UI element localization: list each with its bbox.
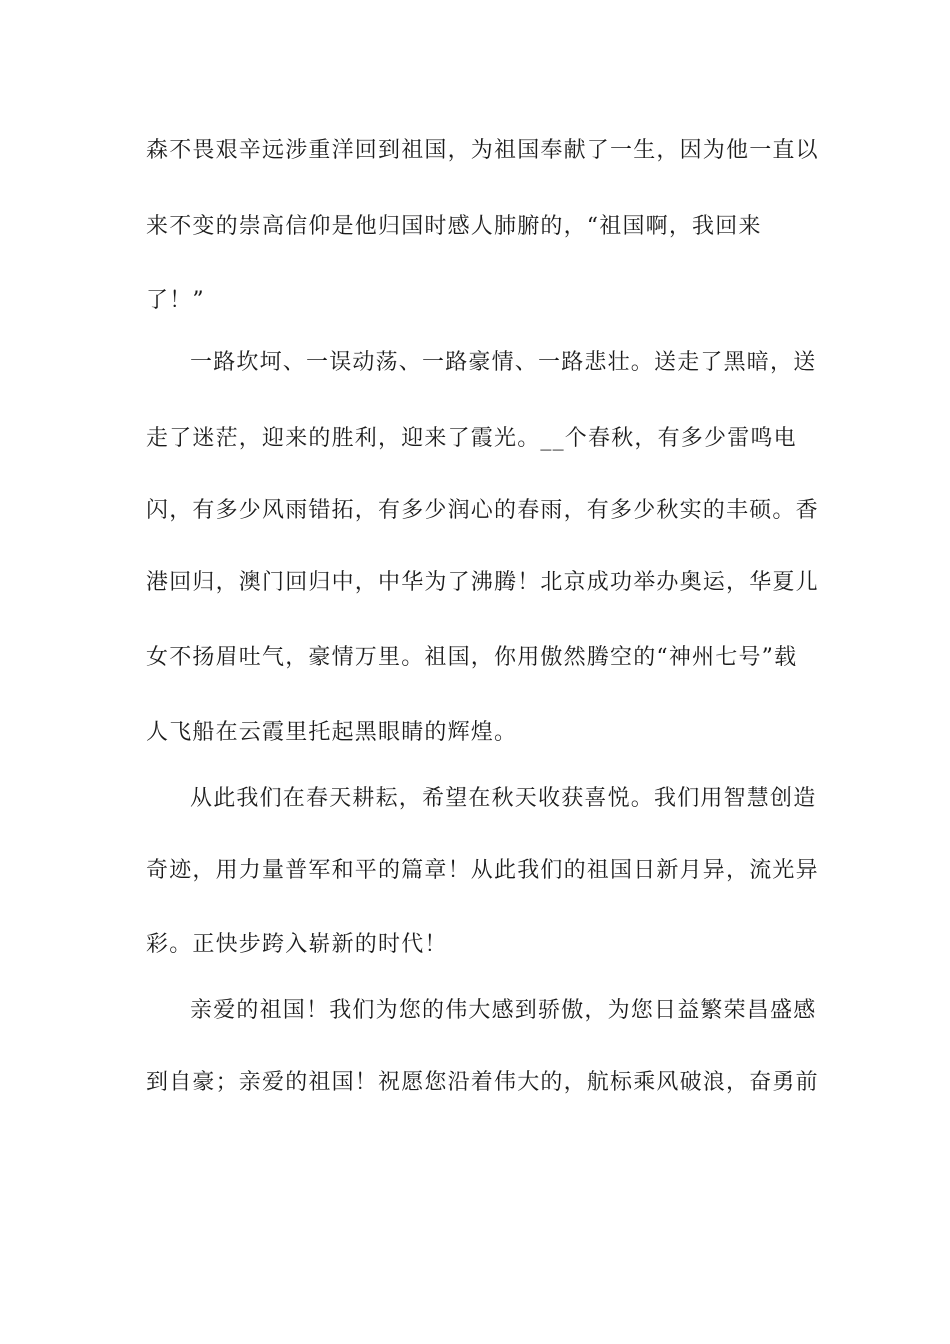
- text-line: 走了迷茫，迎来的胜利，迎来了霞光。__个春秋，有多少雷鸣电: [146, 426, 797, 451]
- text-line: 来不变的崇高信仰是他归国时感人肺腑的，“祖国啊，我回来: [146, 214, 762, 239]
- text-line: 闪，有多少风雨错拓，有多少润心的春雨，有多少秋实的丰硕。香: [146, 498, 819, 523]
- text-line: 女不扬眉吐气，豪情万里。祖国，你用傲然腾空的“神州七号”载: [146, 645, 798, 670]
- paragraph-start-line: 从此我们在春天耕耘，希望在秋天收获喜悦。我们用智慧创造: [190, 786, 817, 811]
- paragraph-start-line: 一路坎坷、一误动荡、一路豪情、一路悲壮。送走了黑暗，送: [190, 350, 817, 375]
- text-line: 人飞船在云霞里托起黑眼睛的辉煌。: [146, 720, 518, 745]
- text-line: 森不畏艰辛远涉重洋回到祖国，为祖国奉献了一生，因为他一直以: [146, 138, 819, 163]
- text-line: 港回归，澳门回归中，中华为了沸腾！北京成功举办奥运，华夏儿: [146, 570, 819, 595]
- text-line: 了！”: [146, 288, 205, 313]
- text-line: 到自豪；亲爱的祖国！祝愿您沿着伟大的，航标乘风破浪，奋勇前: [146, 1070, 819, 1095]
- paragraph-start-line: 亲爱的祖国！我们为您的伟大感到骄傲，为您日益繁荣昌盛感: [190, 998, 817, 1023]
- text-line: 奇迹，用力量普军和平的篇章！从此我们的祖国日新月异，流光异: [146, 858, 819, 883]
- text-line: 彩。正快步跨入崭新的时代！: [146, 932, 448, 957]
